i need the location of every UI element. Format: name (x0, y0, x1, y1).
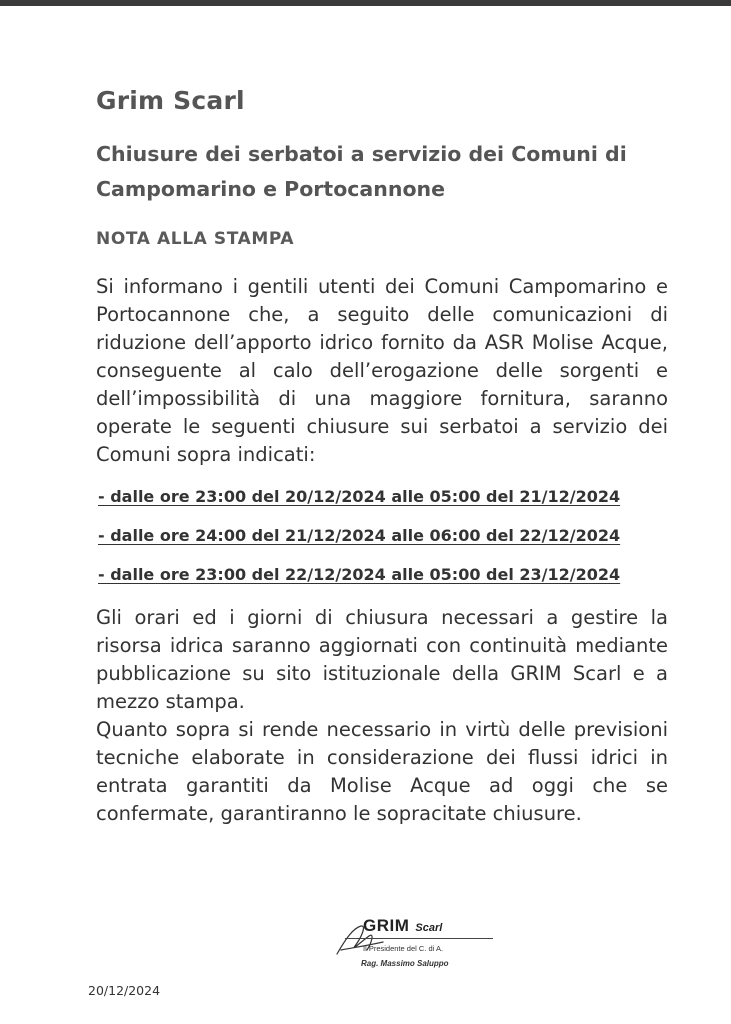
note-label: NOTA ALLA STAMPA (96, 229, 295, 249)
closure-item: - dalle ore 23:00 del 20/12/2024 alle 05:00 del 21/12/2024 (98, 487, 621, 506)
subject-heading (96, 137, 668, 207)
signer-name: Rag. Massimo Saluppo (361, 959, 449, 968)
document-date: 20/12/2024 (88, 983, 161, 998)
closure-item: - dalle ore 24:00 del 21/12/2024 alle 06:00 del 22/12/2024 (98, 526, 621, 545)
grim-logo (363, 916, 442, 936)
signature-line (345, 938, 493, 939)
closing-paragraph: Quanto sopra si rende necessario in virtù delle previsioni tecniche elaborate in considerazione dei flussi idrici in entrata garantiti da Molise Acque ad oggi che se confermate, garantiranno le sopracitate chiusure. (96, 718, 668, 825)
press-release (96, 86, 668, 828)
closure-list (96, 487, 668, 584)
intro-paragraph: Si informano i gentili utenti dei Comuni Campomarino e Portocannone che, a seguito delle comunicazioni di riduzione dell’apporto idrico fornito da ASR Molise Acque, conseguente al calo dell’erogazione delle sorgenti e dell’impossibilità di una maggiore fornitura, saranno operate le seguenti chiusure sui serbatoi a servizio dei Comuni sopra indicati: (96, 275, 668, 466)
top-border (0, 0, 731, 6)
logo-suffix-text: Scarl (415, 922, 443, 934)
org-title: Grim Scarl (96, 86, 245, 115)
logo-main-text: GRIM (363, 916, 410, 935)
signature-stamp (345, 916, 505, 976)
closure-item: - dalle ore 23:00 del 22/12/2024 alle 05:00 del 23/12/2024 (98, 565, 621, 584)
subject-line-1: Chiusure dei serbatoi a servizio dei Comuni di (96, 142, 627, 166)
subject-line-2: Campomarino e Portocannone (96, 177, 446, 201)
signer-role: Il Presidente del C. di A. (363, 944, 444, 953)
update-paragraph: Gli orari ed i giorni di chiusura necessari a gestire la risorsa idrica saranno aggiornati con continuità mediante pubblicazione su sito istituzionale della GRIM Scarl e a mezzo stampa. (96, 606, 668, 713)
